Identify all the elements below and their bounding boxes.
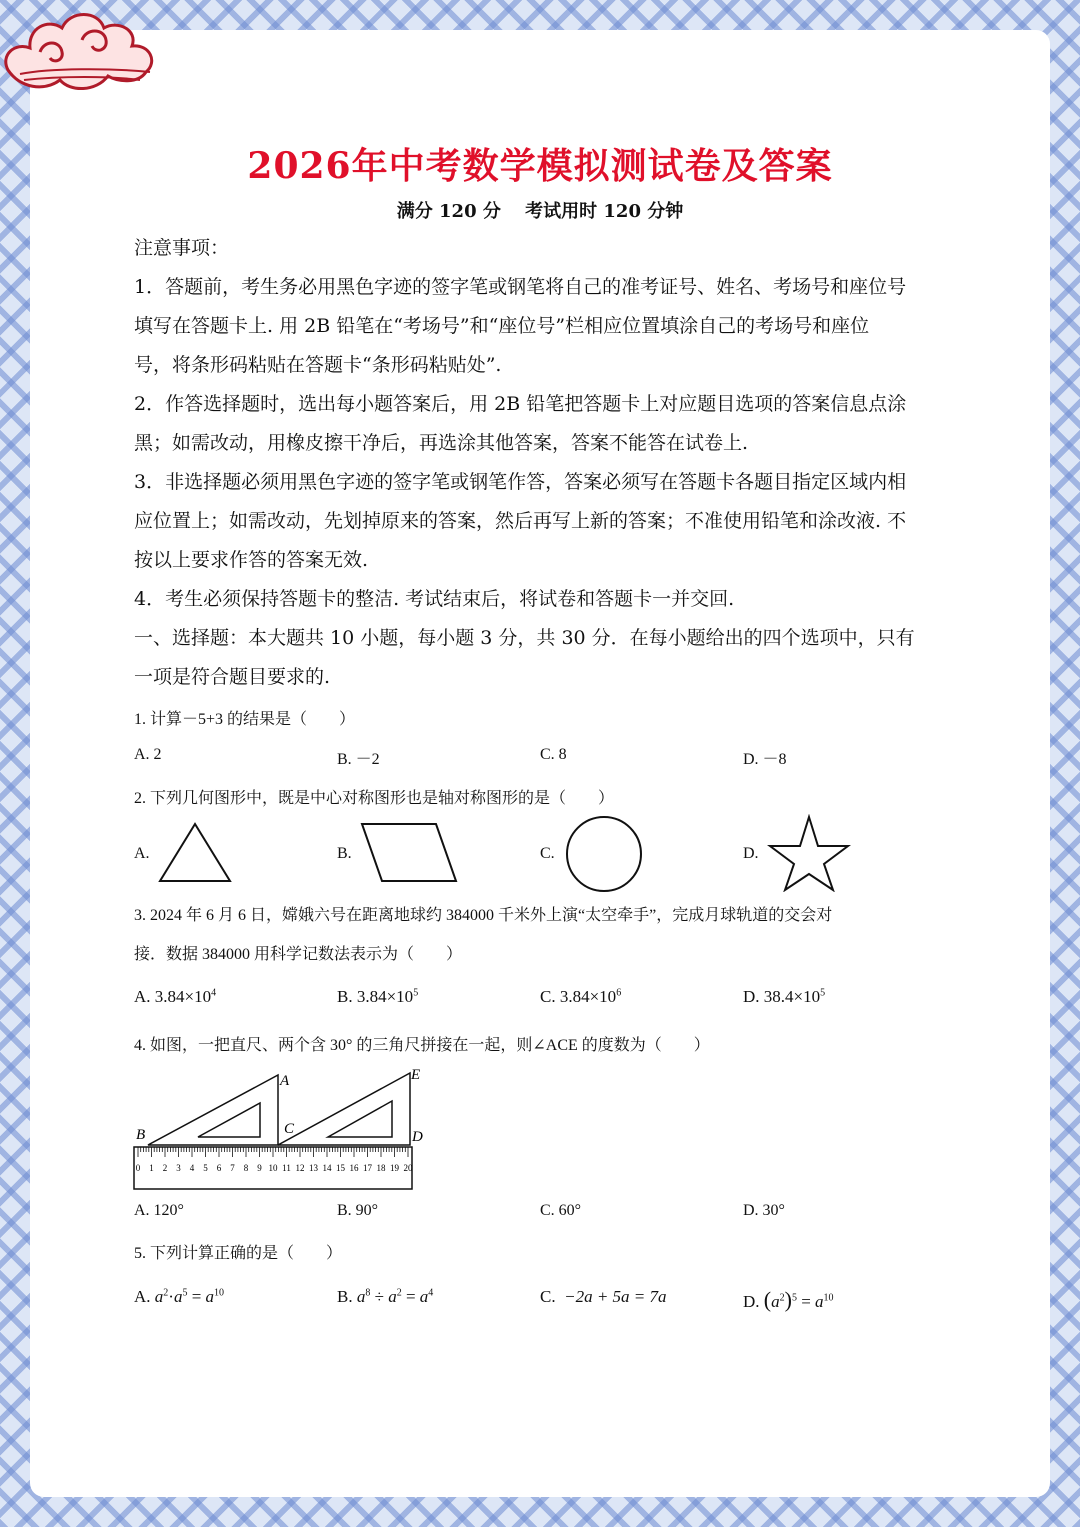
q2-option-b: B. xyxy=(337,845,352,862)
question-5-stem: 5. 下列计算正确的是（ ） xyxy=(134,1245,343,1262)
triangle-ruler-1 xyxy=(148,1075,278,1145)
ruler-tick-label: 18 xyxy=(376,1163,386,1173)
ruler-tick-label: 11 xyxy=(282,1163,291,1173)
parallelogram-shape xyxy=(360,822,458,884)
ruler-tick-label: 6 xyxy=(216,1163,222,1173)
q2-option-d: D. xyxy=(743,845,759,862)
q3-option-b: B. $3.84\times 10^5$ xyxy=(337,987,419,1006)
ruler-tick-label: 2 xyxy=(162,1163,168,1173)
ruler-tick-label: 7 xyxy=(230,1163,235,1173)
notice-line: 黑；如需改动，用橡皮擦干净后，再选涂其他答案，答案不能答在试卷上. xyxy=(134,432,749,454)
q1-option-c: C. 8 xyxy=(540,746,567,763)
ruler-tick-label: 9 xyxy=(257,1163,262,1173)
notice-line: 按以上要求作答的答案无效. xyxy=(134,549,369,571)
label-b: B xyxy=(136,1127,146,1143)
ruler-tick-label: 20 xyxy=(403,1163,413,1173)
ruler-tick-label: 8 xyxy=(243,1163,249,1173)
cloud-decoration-icon xyxy=(0,0,160,100)
notice-line: 应位置上；如需改动，先划掉原来的答案，然后再写上新的答案；不准使用铅笔和涂改液. 不 xyxy=(134,510,907,532)
ruler-tick-label: 12 xyxy=(295,1163,305,1173)
circle-shape xyxy=(564,814,644,894)
star-shape xyxy=(767,814,851,892)
notice-line: 号，将条形码粘贴在答题卡“条形码粘贴处”. xyxy=(134,354,502,376)
ruler-tick-label: 4 xyxy=(189,1163,195,1173)
q4-option-c: C. 60° xyxy=(540,1202,582,1219)
q1-option-a: A. 2 xyxy=(134,746,162,763)
question-2-stem: 2. 下列几何图形中，既是中心对称图形也是轴对称图形的是（ ） xyxy=(134,790,615,807)
question-4-stem: 4. 如图，一把直尺、两个含 30° 的三角尺拼接在一起，则∠ACE 的度数为（ ） xyxy=(134,1037,710,1054)
exam-info: 满分 120 分 考试用时 120 分钟 xyxy=(396,201,684,222)
q3-option-a: A. $3.84\times 10^4$ xyxy=(134,987,217,1006)
ruler-tick-label: 16 xyxy=(349,1163,359,1173)
q3-option-d: D. $38.4\times 10^5$ xyxy=(743,987,826,1006)
q5-option-b: B. $a^8 \div a^2 = a^4$ xyxy=(337,1287,434,1306)
ruler-tick-label: 13 xyxy=(309,1163,318,1173)
q4-option-a: A. 120° xyxy=(134,1202,184,1219)
ruler-tick-label: 10 xyxy=(268,1163,278,1173)
question-3-stem: 接．数据 384000 用科学记数法表示为（ ） xyxy=(134,946,463,963)
label-a: A xyxy=(280,1073,290,1089)
ruler-tick-label: 19 xyxy=(390,1163,399,1173)
section-heading: 一项是符合题目要求的. xyxy=(134,666,331,688)
ruler-tick-label: 3 xyxy=(176,1163,181,1173)
page-title: 2026年中考数学模拟测试卷及答案 xyxy=(247,145,833,187)
question-3-stem: 3. 2024 年 6 月 6 日，嫦娥六号在距离地球约 384000 千米外上演“太空牵手”，完成月球轨道的交会对 xyxy=(134,907,833,924)
q2-option-c: C. xyxy=(540,845,555,862)
notice-line: 4．考生必须保持答题卡的整洁. 考试结束后，将试卷和答题卡一并交回. xyxy=(134,588,735,610)
question-1-stem: 1. 计算－5+3 的结果是（ ） xyxy=(134,711,356,728)
ruler-tick-label: 15 xyxy=(336,1163,345,1173)
triangle-shape xyxy=(158,822,232,884)
notice-line: 1．答题前，考生务必用黑色字迹的签字笔或钢笔将自己的准考证号、姓名、考场号和座位号 xyxy=(134,276,907,298)
ruler-tick-label: 5 xyxy=(203,1163,208,1173)
q5-option-d: D. $(a^2)^5 = a^{10}$ xyxy=(743,1287,834,1312)
q5-option-c: C. −2a + 5a = 7a xyxy=(540,1287,667,1306)
q2-option-a: A. xyxy=(134,845,150,862)
notice-line: 2．作答选择题时，选出每小题答案后，用 2B 铅笔把答题卡上对应题目选项的答案信息点涂 xyxy=(134,393,907,415)
label-d: D xyxy=(412,1129,423,1145)
ruler-tick-label: 14 xyxy=(322,1163,332,1173)
ruler-tick-label: 1 xyxy=(149,1163,154,1173)
label-c: C xyxy=(284,1121,295,1137)
q5-option-a: A. $a^2\cdot a^5 = a^{10}$ xyxy=(134,1287,225,1306)
q4-option-d: D. 30° xyxy=(743,1202,785,1219)
q4-option-b: B. 90° xyxy=(337,1202,379,1219)
label-e: E xyxy=(411,1067,421,1083)
notice-line: 填写在答题卡上. 用 2B 铅笔在“考场号”和“座位号”栏相应位置填涂自己的考场号和座位 xyxy=(134,315,870,337)
triangle-ruler-2 xyxy=(278,1073,410,1145)
notice-line: 3．非选择题必须用黑色字迹的签字笔或钢笔作答，答案必须写在答题卡各题目指定区域内相 xyxy=(134,471,907,493)
ruler-triangles-figure xyxy=(128,1065,428,1195)
ruler-tick-label: 17 xyxy=(363,1163,372,1173)
q1-option-d: D. －8 xyxy=(743,751,787,768)
ruler-tick-label: 0 xyxy=(135,1163,141,1173)
section-heading: 一、选择题：本大题共 10 小题，每小题 3 分，共 30 分．在每小题给出的四个选项中，只有 xyxy=(134,627,915,649)
notice-heading: 注意事项： xyxy=(134,237,230,259)
q3-option-c: C. $3.84\times 10^6$ xyxy=(540,987,622,1006)
q1-option-b: B. －2 xyxy=(337,751,380,768)
